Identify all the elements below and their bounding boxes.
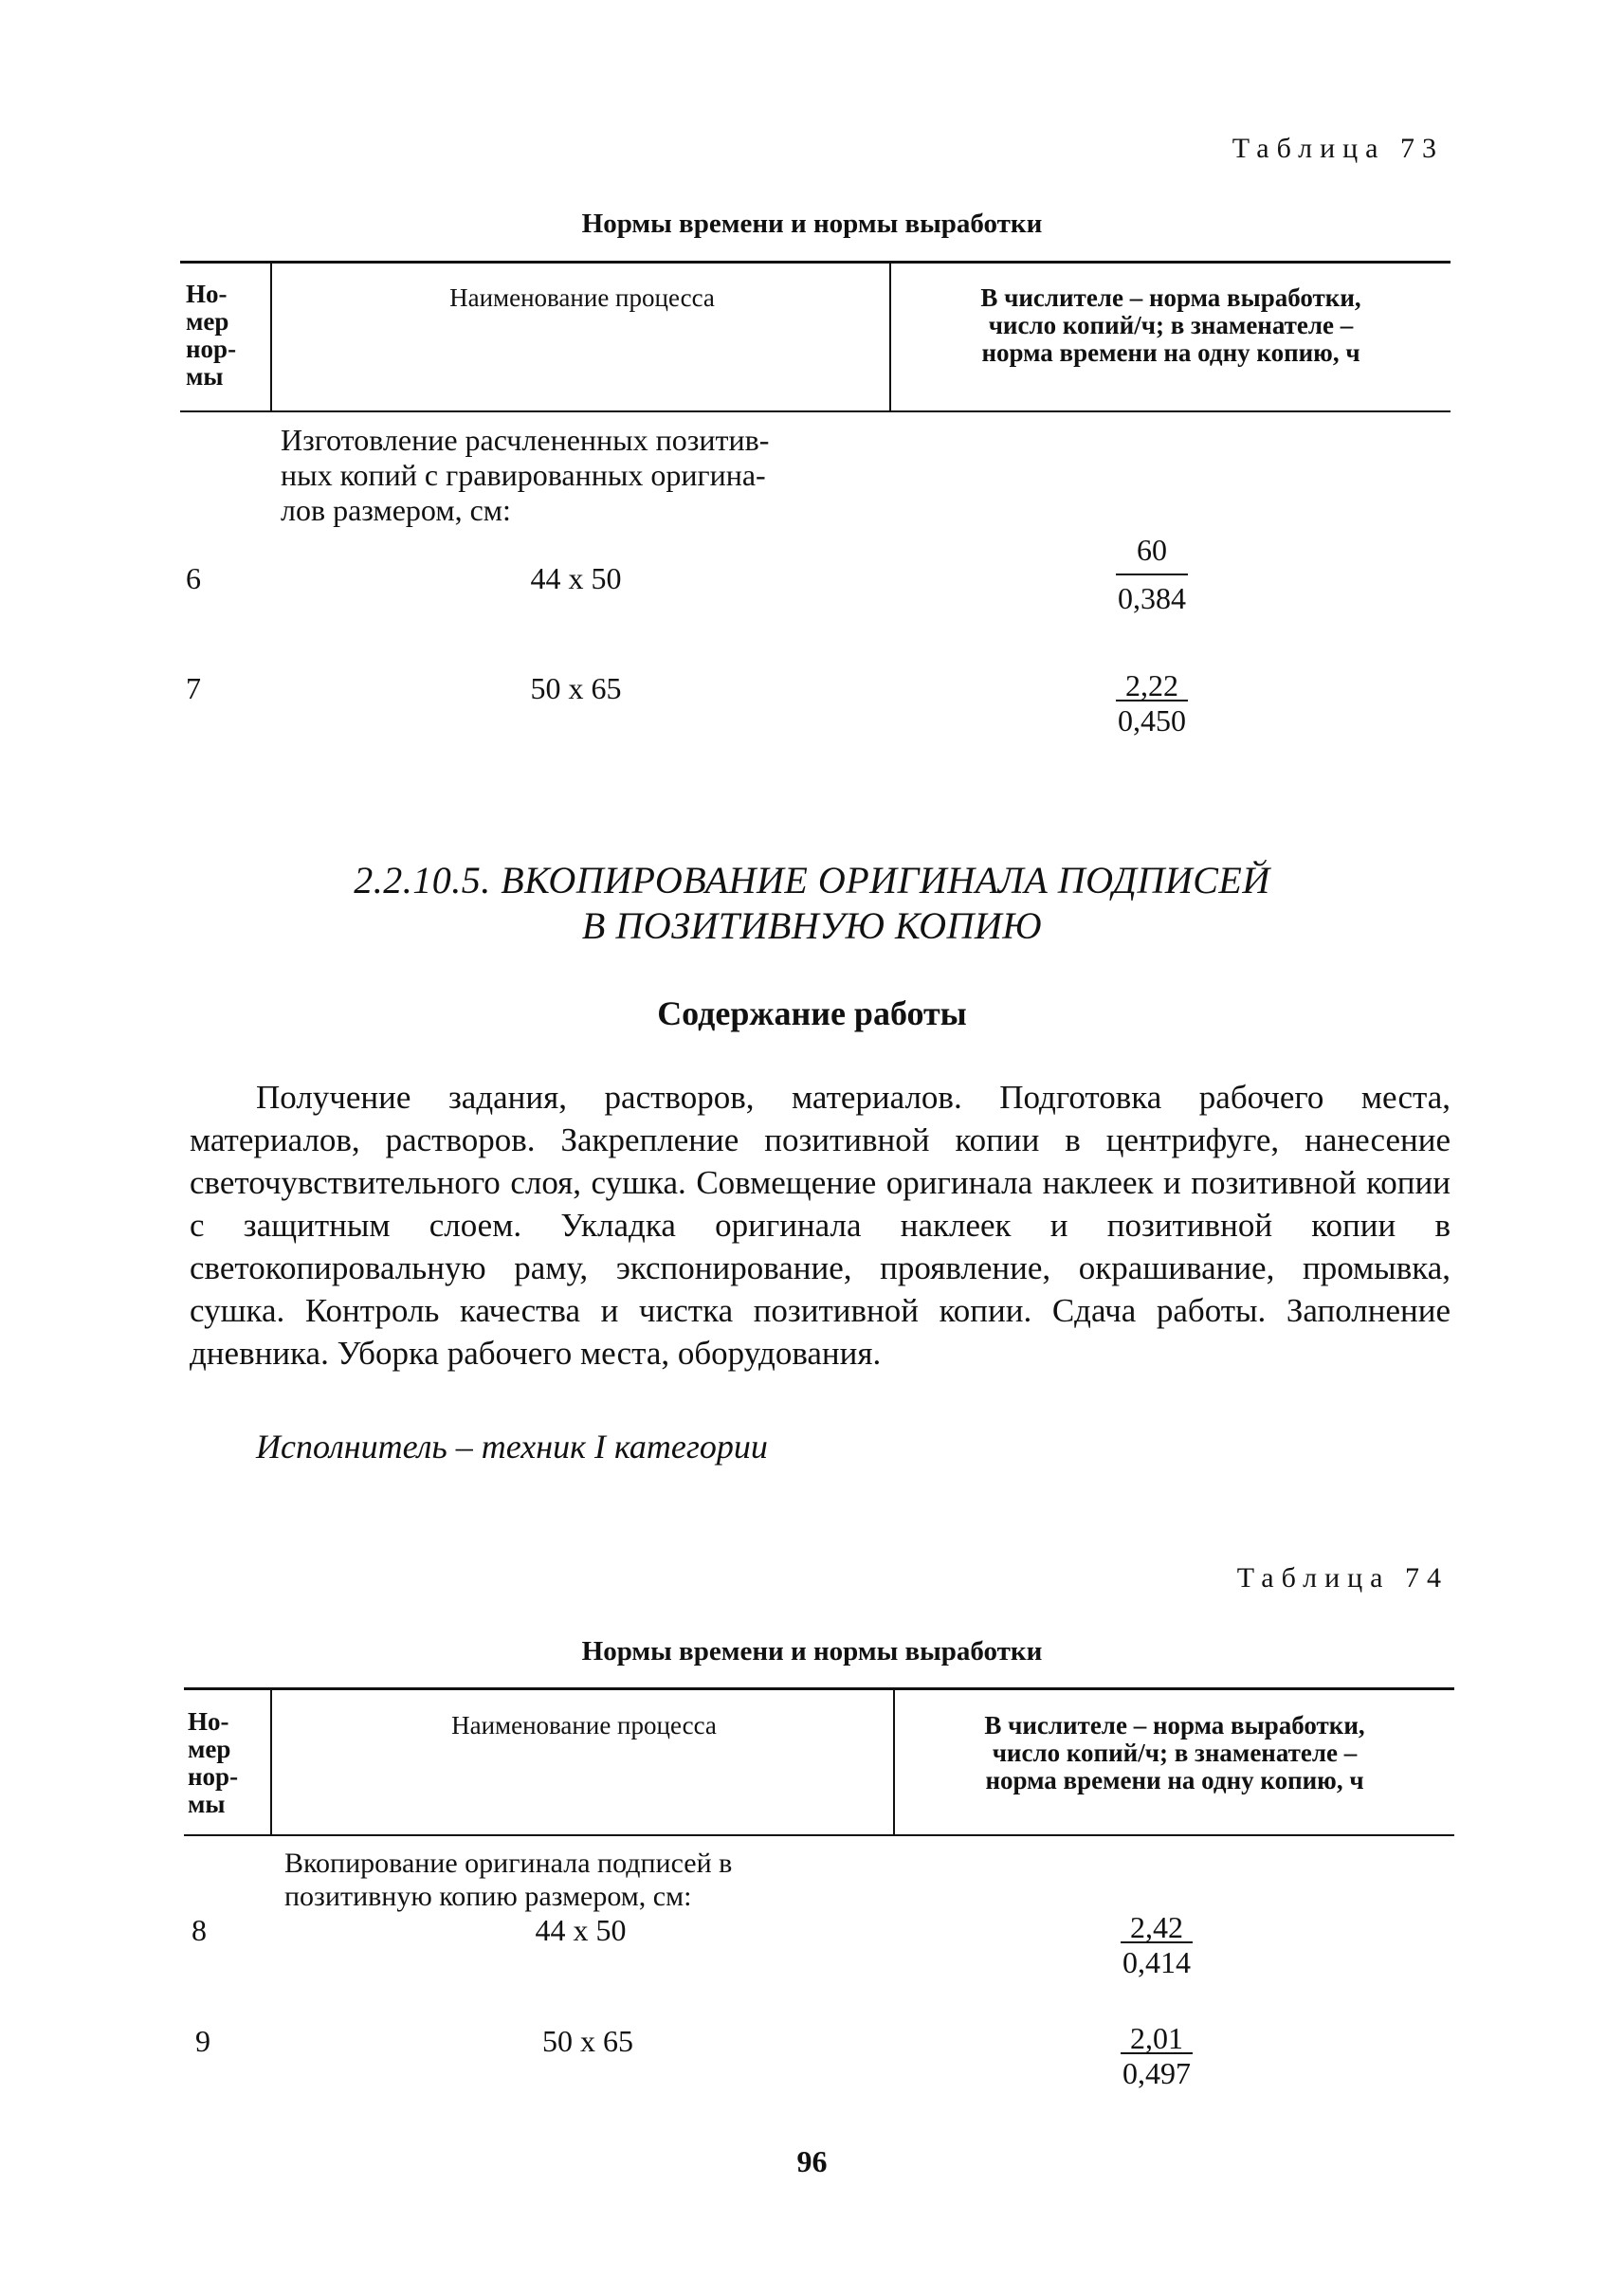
norm-denominator: 0,450: [1118, 703, 1186, 738]
table73-header-process: Наименование процесса: [449, 283, 715, 312]
section-executor: Исполнитель – техник I категории: [256, 1428, 768, 1466]
table74-group-title: Вкопирование оригинала подписей в позитивную копию размером, см:: [284, 1848, 733, 1912]
norm-denominator: 0,497: [1122, 2056, 1191, 2090]
norm-numerator: 2,42: [1130, 1910, 1183, 1944]
table73-row-norm: [1100, 668, 1204, 738]
table73-label: Таблица 73: [1232, 133, 1444, 164]
section-subtitle: Содержание работы: [657, 994, 967, 1032]
table74-row-size: 44 х 50: [535, 1913, 627, 1947]
norm-numerator: 60: [1137, 533, 1167, 567]
table73-col-divider-1: [270, 264, 272, 410]
table73-group-title: Изготовление расчлененных позитив- ных копий с гравированных оригина- лов размером, см:: [281, 423, 770, 527]
table74-row-norm: [1104, 1910, 1209, 1980]
table73-row-size: 44 х 50: [530, 561, 622, 595]
table74-caption: Нормы времени и нормы выработки: [581, 1636, 1043, 1667]
table73-row-num: 6: [186, 561, 201, 595]
table74-header-norm: В числителе – норма выработки, число копий/ч; в знаменателе – норма времени на одну копию, ч: [984, 1711, 1365, 1794]
table73-top-rule: [180, 261, 1451, 264]
norm-denominator: 0,414: [1122, 1945, 1191, 1979]
table74-row-size: 50 х 65: [542, 2024, 633, 2058]
section-title: 2.2.10.5. ВКОПИРОВАНИЕ ОРИГИНАЛА ПОДПИСЕЙ В ПОЗИТИВНУЮ КОПИЮ: [354, 859, 1270, 947]
table74-label: Таблица 74: [1236, 1562, 1449, 1594]
table74-row-num: 8: [192, 1913, 207, 1947]
table74-header-process: Наименование процесса: [451, 1711, 717, 1739]
table73-row-norm: [1100, 533, 1204, 616]
table74-col-divider-1: [270, 1690, 272, 1834]
table73-row-size: 50 х 65: [530, 671, 622, 705]
table74-top-rule: [184, 1687, 1454, 1690]
table74-header-rule: [184, 1834, 1454, 1836]
section-body: Получение задания, растворов, материалов. Подготовка рабочего места, материалов, растворов. Закрепление позитивной копии в центрифуге, нанесение светочувствительного слоя, сушка. Совмещение оригинала наклеек и позитивной копии с защитным слоем. Укладка оригинала наклеек и позитивной копии в светокопировальную раму, экспонирование, проявление, окрашивание, промывка, сушка. Контроль качества и чистка позитивной копии. Сдача работы. Заполнение дневника. Уборка рабочего места, оборудования.: [190, 1079, 1451, 1372]
table74-header-num: Но- мер нор- мы: [188, 1707, 239, 1818]
table74-row-num: 9: [195, 2024, 210, 2058]
norm-numerator: 2,22: [1125, 668, 1178, 702]
table73-caption: Нормы времени и нормы выработки: [581, 209, 1043, 239]
page-number: 96: [796, 2144, 828, 2178]
table73-header-norm: В числителе – норма выработки, число копий/ч; в знаменателе – норма времени на одну копию, ч: [980, 283, 1361, 367]
norm-denominator: 0,384: [1118, 581, 1186, 615]
table73-header-rule: [180, 410, 1451, 412]
norm-numerator: 2,01: [1130, 2021, 1183, 2055]
table73-header-num: Но- мер нор- мы: [186, 280, 237, 391]
table74-row-norm: [1104, 2021, 1209, 2091]
table73-row-num: 7: [186, 671, 201, 705]
